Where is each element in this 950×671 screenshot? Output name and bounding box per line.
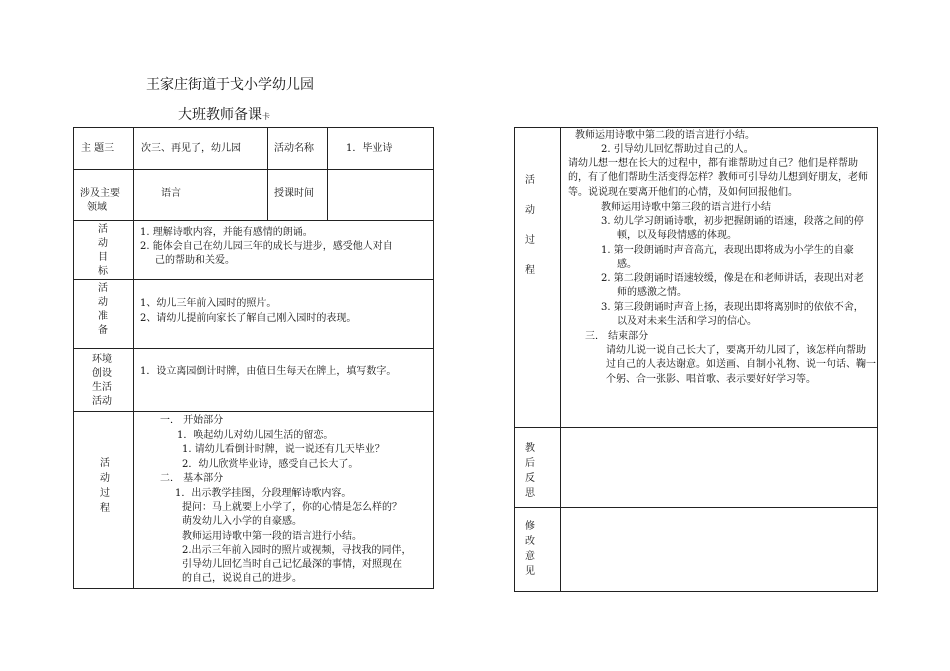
process-left-line: 1. 请幼儿看倒计时牌，说一说还有几天毕业？ xyxy=(182,444,385,455)
domain-label-line2: 领域 xyxy=(87,202,107,213)
page-title-text: 大班教师备课 xyxy=(178,107,262,123)
process-right-line: 请幼儿想一想在长大的过程中，都有谁帮助过自己？他们是样帮助 xyxy=(568,158,858,169)
process-left-line: 1．出示教学挂图，分段理解诗歌内容。 xyxy=(175,488,352,499)
prep-label: 活动准备 xyxy=(98,283,108,336)
process-right-line: 个躬、合一张影、唱首歌、表示要好好学习等。 xyxy=(606,374,816,385)
domain-label-line1: 涉及主要 xyxy=(80,188,120,199)
process-left-line: 二． 基本部分 xyxy=(160,473,224,484)
process-left-line: 萌发幼儿入小学的自豪感。 xyxy=(182,516,302,527)
goals-label: 活动目标 xyxy=(98,224,108,277)
process-right-line: 感。 xyxy=(617,259,637,270)
process-right-line: 3. 幼儿学习朗诵诗歌，初步把握朗诵的语速，段落之间的停 xyxy=(601,216,864,227)
goal-item-2: 2. 能体会自己在幼儿园三年的成长与进步，感受他人对自 xyxy=(140,241,393,252)
env-label-line1: 环境 xyxy=(92,354,112,365)
process-right-line: 请幼儿说一说自己长大了，要离开幼儿园了，该怎样向帮助 xyxy=(606,345,866,356)
prep-item-2: 2、请幼儿提前向家长了解自己刚入园时的表现。 xyxy=(140,313,357,324)
process-left-line: 2.出示三年前入园时的照片或视频，寻找我的同伴， xyxy=(182,545,412,556)
school-name: 王家庄街道于戈小学幼儿园 xyxy=(146,77,314,93)
theme-value: 次三、再见了，幼儿园 xyxy=(141,143,241,154)
theme-label: 主 题三 xyxy=(81,143,115,154)
process-left-line: 引导幼儿回忆当时自己记忆最深的事情，对照现在 xyxy=(182,559,402,570)
process-right-line: 3. 第三段朗诵时声音上扬，表现出即将离别时的依依不舍， xyxy=(601,302,864,313)
env-label-line3: 生活 xyxy=(92,382,112,393)
page-title xyxy=(178,104,270,124)
goal-item-1: 1. 理解诗歌内容，并能有感情的朗诵。 xyxy=(140,227,313,238)
process-left-line: 一． 开始部分 xyxy=(160,415,224,426)
env-label-line4: 活动 xyxy=(92,396,112,407)
page-title-suffix: 卡 xyxy=(262,112,270,121)
revision-label: 修改意见 xyxy=(525,521,535,577)
process-left-line: 2．幼儿欣赏毕业诗，感受自己长大了。 xyxy=(182,459,359,470)
process-right-label: 活动过程 xyxy=(525,175,535,276)
process-right-line: 等。说说现在要离开他们的心情，及如何回报他们。 xyxy=(568,187,798,198)
process-right-line: 顿，以及每段情感的体现。 xyxy=(617,230,737,241)
process-left-label: 活动过程 xyxy=(100,458,110,514)
time-label: 授课时间 xyxy=(274,188,314,199)
process-right-line: 以及对未来生活和学习的信心。 xyxy=(617,316,757,327)
goal-item-3: 己的帮助和关爱。 xyxy=(155,255,235,266)
activity-name-value: 1．毕业诗 xyxy=(346,143,393,154)
process-right-line: 2. 第二段朗诵时语速较缓，像是在和老师讲话，表现出对老 xyxy=(601,273,864,284)
reflection-label: 教后反思 xyxy=(525,443,535,499)
process-right-line: 教师运用诗歌中第三段的语言进行小结 xyxy=(601,202,771,213)
domain-value: 语言 xyxy=(161,188,181,199)
process-right-line: 1. 第一段朗诵时声音高亢，表现出即将成为小学生的自豪 xyxy=(601,245,854,256)
process-right-line: 过自己的人表达谢意。如送画、自制小礼物、说一句话、鞠一 xyxy=(606,359,876,370)
process-right-line: 2. 引导幼儿回忆帮助过自己的人。 xyxy=(601,144,754,155)
process-right-line: 教师运用诗歌中第二段的语言进行小结。 xyxy=(575,130,755,141)
env-text: 1．设立离园倒计时牌，由值日生每天在牌上，填写数字。 xyxy=(140,366,397,377)
process-right-line: 的，有了他们帮助生活变得怎样？教师可引导幼儿想到好朋友，老师 xyxy=(568,172,868,183)
env-label-line2: 创设 xyxy=(92,368,112,379)
process-left-line: 1．唤起幼儿对幼儿园生活的留恋。 xyxy=(177,430,334,441)
process-left-line: 提问：马上就要上小学了，你的心情是怎么样的？ xyxy=(182,502,402,513)
process-left-line: 的自己，说说自己的进步。 xyxy=(182,573,302,584)
process-right-line: 师的感激之情。 xyxy=(617,287,687,298)
activity-name-label: 活动名称 xyxy=(274,143,314,154)
process-left-line: 教师运用诗歌中第一段的语言进行小结。 xyxy=(182,531,362,542)
process-right-line: 三． 结束部分 xyxy=(585,331,649,342)
prep-item-1: 1、幼儿三年前入园时的照片。 xyxy=(140,298,277,309)
